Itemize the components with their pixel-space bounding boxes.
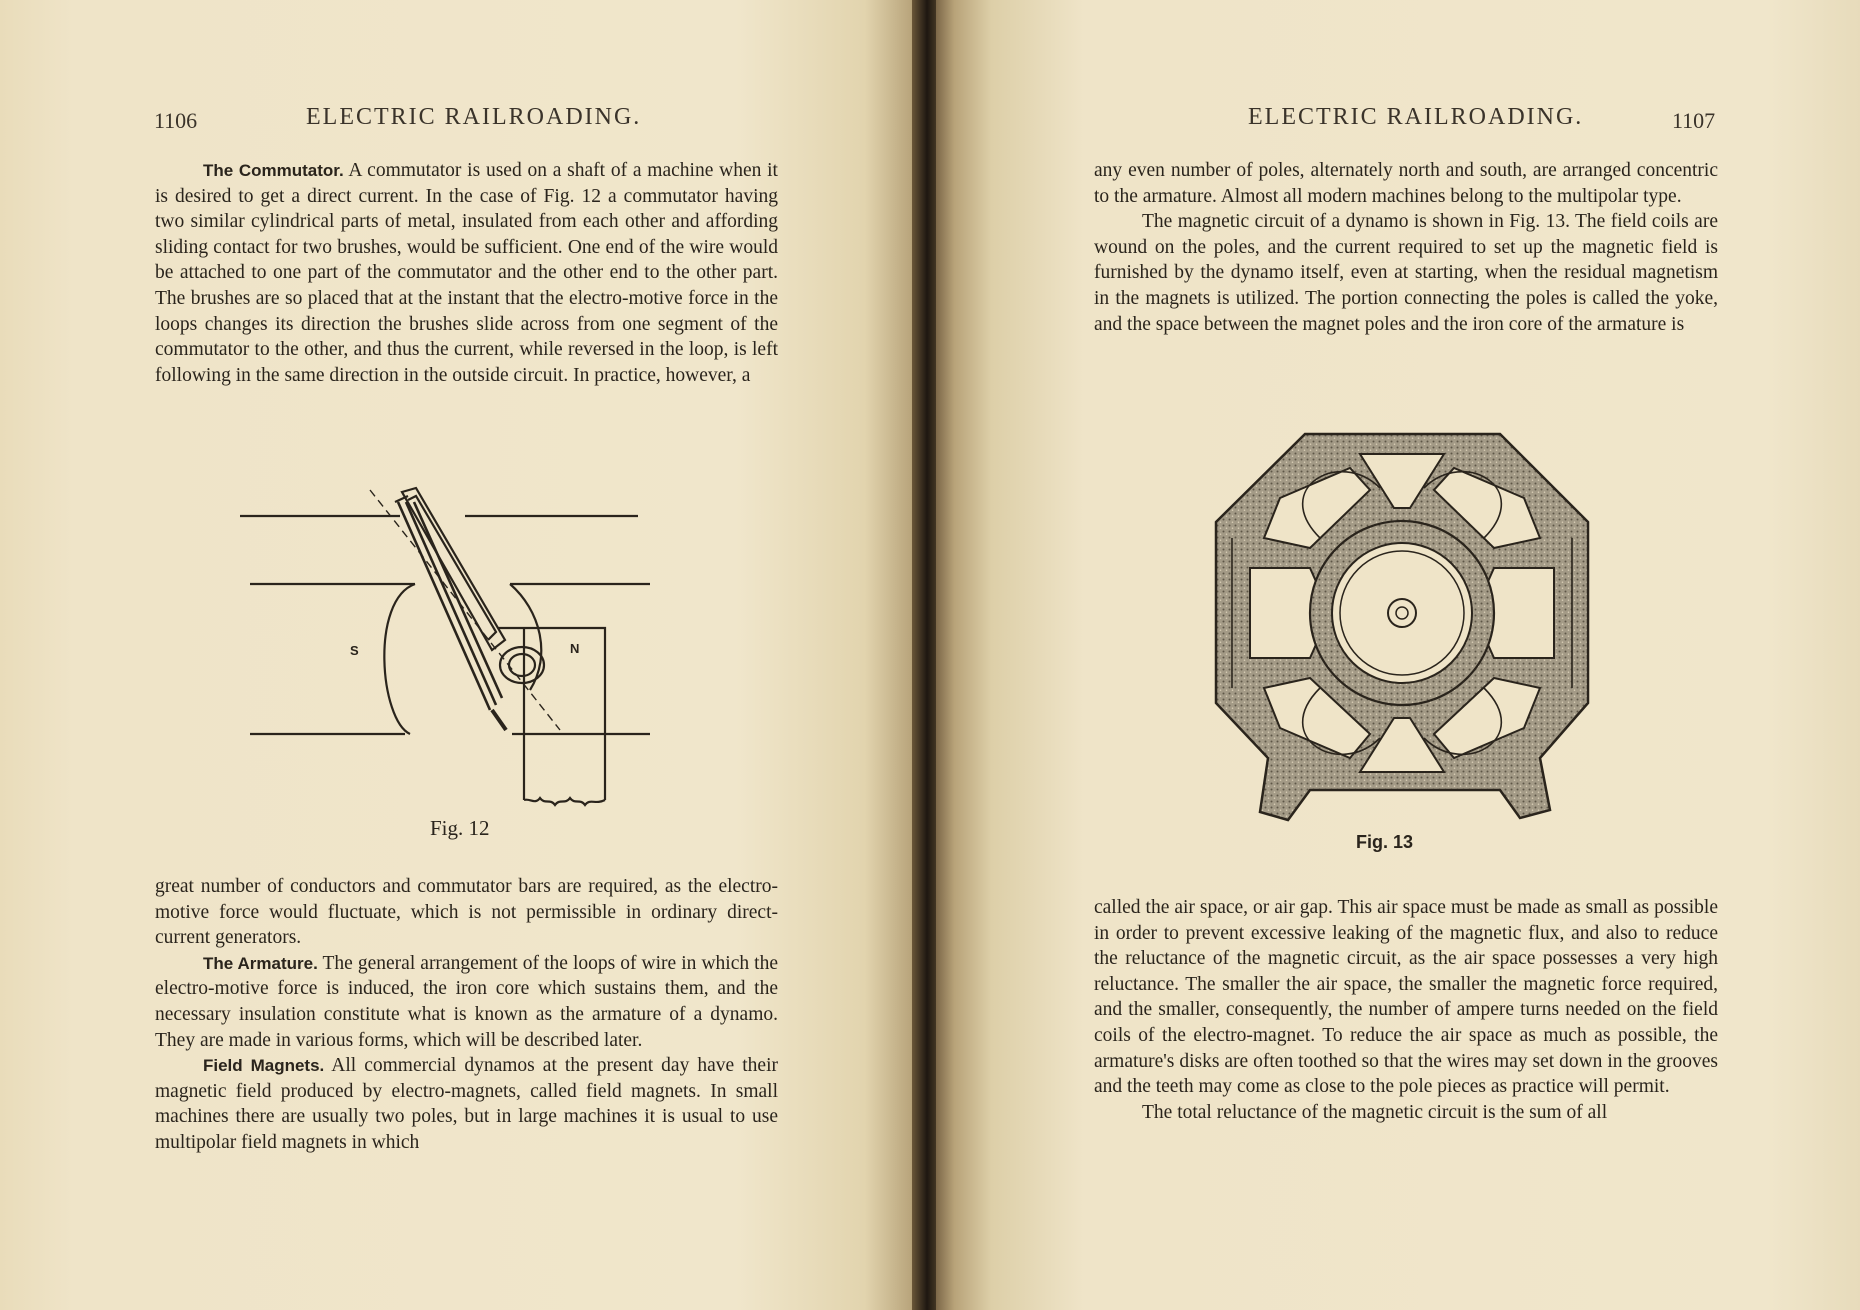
fig-13-magnetic-circuit-diagram: [1210, 428, 1594, 828]
paragraph-air-gap: called the air space, or air gap. This air space must be made as small as possible in order to prevent excessive leaking of the magnetic flux, and also to reduce the reluctance of the magnetic circuit, as the air space possesses a very high reluctance. The smaller the air space, the smaller the magnetic force required, and the smaller, consequently, the number of ampere turns needed on the field coils of the electro-magnet. To reduce the air space as much as possible, the armature's disks are often toothed so that the wires may set down in the grooves and the teeth may come as close to the pole pieces as practice will permit.: [1094, 897, 1718, 1098]
body-text-top: [155, 158, 778, 388]
paragraph-armature: The Armature. The general arrangement of the loops of wire in which the electro-motive force is induced, the iron core which sustains them, and the necessary insulation constitute what is known as the armature of a dynamo. They are made in various forms, which will be described later.: [155, 952, 778, 1051]
section-heading: Field Magnets.: [203, 1056, 325, 1076]
paragraph-reluctance: The total reluctance of the magnetic circuit is the sum of all: [1142, 1101, 1608, 1123]
running-head: ELECTRIC RAILROADING.: [306, 104, 642, 130]
right-page: [936, 0, 1860, 1310]
paragraph-field-magnets: Field Magnets. All commercial dynamos at the present day have their magnetic field produced by electro-magnets, called field magnets. In small machines there are usually two poles, but in large machines it is usual to use multipolar field magnets in which: [155, 1055, 778, 1153]
left-page: [0, 0, 920, 1310]
pole-label-n: N: [570, 641, 580, 656]
page-number: 1106: [154, 108, 198, 133]
paragraph-commutator: The Commutator. A commutator is used on a shaft of a machine when it is desired to get a direct current. In the case of Fig. 12 a commutator having two similar cylindrical parts of metal, insulated from each other and affording sliding contact for two brushes, would be sufficient. One end of the wire would be attached to one part of the commutator and the other end to the other part. The brushes are so placed that at the instant that the electro-motive force in the loops changes its direction the brushes slide across from one segment of the commutator to the other, and thus the current, while reversed in the loop, is left following in the same direction in the outside circuit. In practice, however, a: [155, 160, 778, 386]
page-number: 1107: [1672, 108, 1716, 133]
fig-13-caption: Fig. 13: [1356, 832, 1414, 852]
body-text-bottom: [155, 874, 778, 1156]
running-head: ELECTRIC RAILROADING.: [1248, 104, 1584, 130]
body-text-bottom: [1094, 895, 1718, 1125]
body-text-top: [1094, 158, 1718, 337]
fig-12-caption: Fig. 12: [430, 816, 490, 840]
paragraph-magnetic-circuit: The magnetic circuit of a dynamo is shown in Fig. 13. The field coils are wound on the poles, and the current required to set up the magnetic field is furnished by the dynamo itself, even at starting, when the residual magnetism in the magnets is utilized. The portion connecting the poles is called the yoke, and the space between the magnet poles and the iron core of the armature is: [1094, 211, 1718, 335]
section-heading: The Commutator.: [203, 161, 344, 180]
fig-12-commutator-diagram: [230, 480, 670, 820]
paragraph-continued: great number of conductors and commutator bars are required, as the electro-motive force would fluctuate, which is not permissible in ordinary direct-current generators.: [155, 876, 778, 949]
pole-label-s: S: [350, 643, 359, 658]
section-heading: The Armature.: [203, 953, 318, 973]
paragraph-continued: any even number of poles, alternately north and south, are arranged concentric to the armature. Almost all modern machines belong to the multipolar type.: [1094, 160, 1718, 207]
